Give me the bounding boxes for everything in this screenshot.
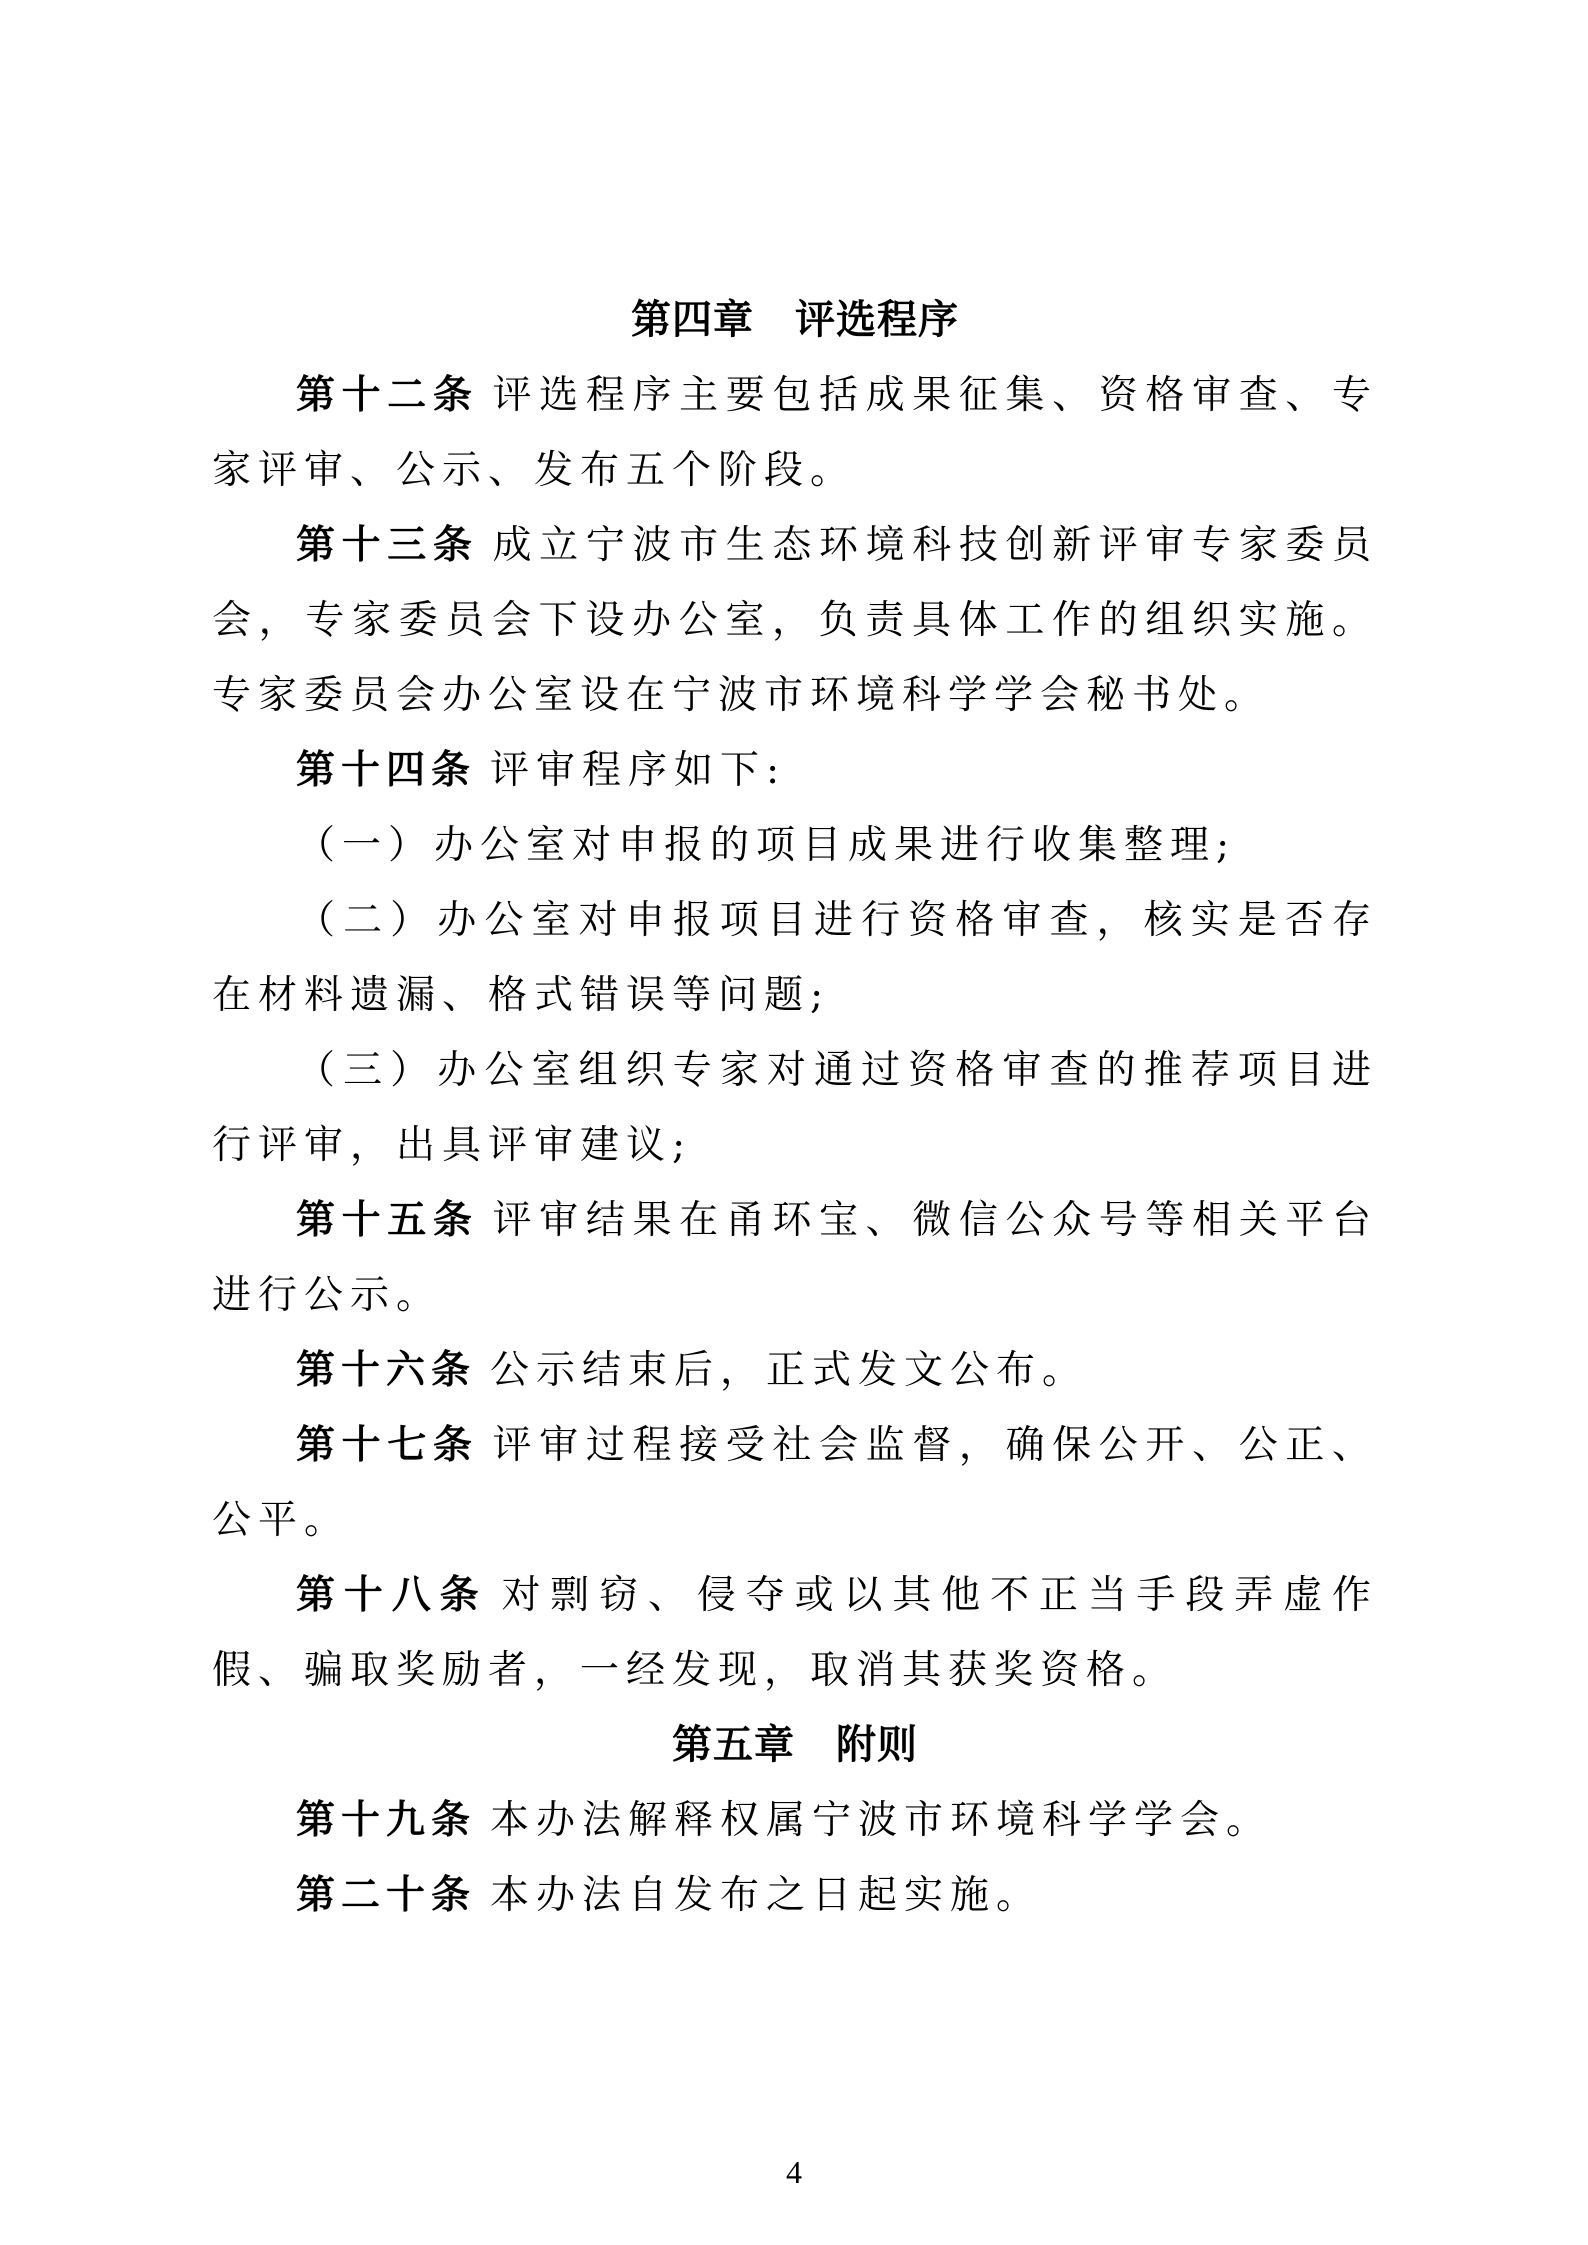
article-12 [212, 358, 1378, 508]
article-text: 对剽窃、侵夺或以其他不正当手段弄虚作假、骗取奖励者，一经发现，取消其获奖资格。 [212, 1573, 1378, 1693]
article-label: 第十五条 [296, 1198, 479, 1243]
article-text: 评审程序如下: [490, 748, 787, 793]
article-text: 评审结果在甬环宝、微信公众号等相关平台进行公示。 [212, 1198, 1378, 1318]
article-20 [212, 1858, 1378, 1933]
article-text: 本办法自发布之日起实施。 [490, 1873, 1043, 1918]
article-17 [212, 1408, 1378, 1558]
page-content [212, 283, 1378, 1933]
article-label: 第十九条 [296, 1798, 477, 1843]
article-13 [212, 508, 1378, 733]
article-label: 第十二条 [296, 373, 479, 418]
article-label: 第二十条 [296, 1873, 477, 1918]
article-label: 第十七条 [296, 1423, 479, 1468]
list-item-3: （三）办公室组织专家对通过资格审查的推荐项目进行评审，出具评审建议; [212, 1048, 1378, 1168]
article-text: 本办法解释权属宁波市环境科学学会。 [490, 1798, 1273, 1843]
chapter-5-heading: 第五章 附则 [672, 1722, 918, 1768]
article-text: 公示结束后，正式发文公布。 [490, 1348, 1089, 1393]
article-18 [212, 1558, 1378, 1708]
article-16 [212, 1333, 1378, 1408]
article-19 [212, 1783, 1378, 1858]
article-label: 第十八条 [296, 1573, 488, 1618]
article-14 [212, 733, 1378, 808]
page-number: 4 [786, 2154, 802, 2190]
article-label: 第十三条 [296, 523, 479, 568]
article-text: 评审过程接受社会监督，确保公开、公正、公平。 [212, 1423, 1378, 1543]
article-text: 成立宁波市生态环境科技创新评审专家委员会，专家委员会下设办公室，负责具体工作的组织实施。专家委员会办公室设在宁波市环境科学学会秘书处。 [212, 523, 1378, 718]
article-15 [212, 1183, 1378, 1333]
article-label: 第十四条 [296, 748, 477, 793]
list-item-1: （一）办公室对申报的项目成果进行收集整理; [296, 823, 1237, 868]
article-text: 评选程序主要包括成果征集、资格审查、专家评审、公示、发布五个阶段。 [212, 373, 1378, 493]
list-item-2: （二）办公室对申报项目进行资格审查，核实是否存在材料遗漏、格式错误等问题; [212, 898, 1378, 1018]
chapter-4-heading: 第四章 评选程序 [631, 297, 959, 343]
article-label: 第十六条 [296, 1348, 477, 1393]
